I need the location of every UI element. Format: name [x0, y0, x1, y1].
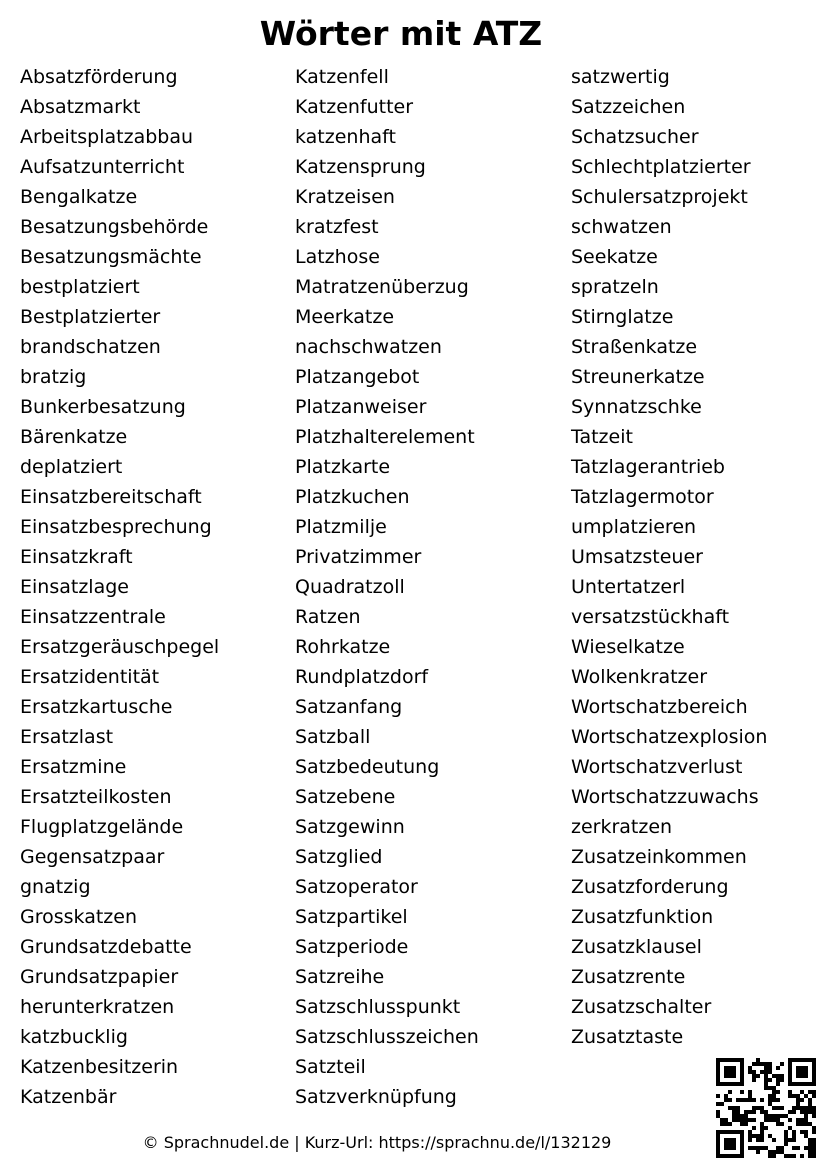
word-list-item: Satzteil — [295, 1056, 366, 1078]
word-list-item: Satzschlusszeichen — [295, 1026, 479, 1048]
word-list-item: Satzperiode — [295, 936, 409, 958]
word-list-item: Zusatzklausel — [571, 936, 702, 958]
footer-credit: © Sprachnudel.de | Kurz-Url: https://sprachnu.de/l/132129 — [142, 1133, 612, 1152]
word-list-item: Satzzeichen — [571, 96, 686, 118]
word-list-item: Wortschatzzuwachs — [571, 786, 759, 808]
word-list-item: Platzanweiser — [295, 396, 427, 418]
word-list-item: Seekatze — [571, 246, 658, 268]
word-list-item: Zusatztaste — [571, 1026, 684, 1048]
word-list-item: Ersatzgeräuschpegel — [20, 636, 220, 658]
word-list-item: Stirnglatze — [571, 306, 674, 328]
word-list-item: deplatziert — [20, 456, 123, 478]
word-list-item: Platzmilje — [295, 516, 387, 538]
word-list-item: Platzkarte — [295, 456, 391, 478]
word-list-item: Satzglied — [295, 846, 383, 868]
word-list-item: Untertatzerl — [571, 576, 686, 598]
word-list-item: Platzkuchen — [295, 486, 410, 508]
word-list-item: versatzstückhaft — [571, 606, 730, 628]
word-list-item: zerkratzen — [571, 816, 673, 838]
word-list-item: Satzverknüpfung — [295, 1086, 457, 1108]
word-list-item: Platzangebot — [295, 366, 420, 388]
word-list-item: Satzanfang — [295, 696, 403, 718]
word-list-item: Zusatzfunktion — [571, 906, 714, 928]
word-column-1 — [20, 62, 219, 1112]
word-list-item: Matratzenüberzug — [295, 276, 469, 298]
word-list-item: Tatzlagermotor — [571, 486, 714, 508]
word-list-item: Synnatzschke — [571, 396, 702, 418]
word-list-item: Privatzimmer — [295, 546, 422, 568]
word-list-item: katzbucklig — [20, 1026, 128, 1048]
word-list-item: umplatzieren — [571, 516, 697, 538]
word-list-item: Tatzlagerantrieb — [571, 456, 725, 478]
word-list-item: Grundsatzpapier — [20, 966, 179, 988]
word-list-item: Umsatzsteuer — [571, 546, 703, 568]
word-column-3 — [571, 62, 767, 1052]
word-list-item: Wortschatzverlust — [571, 756, 743, 778]
word-list-item: bestplatziert — [20, 276, 140, 298]
word-list-item: Wortschatzbereich — [571, 696, 748, 718]
word-list-item: Zusatzforderung — [571, 876, 729, 898]
word-list-item: Rundplatzdorf — [295, 666, 429, 688]
word-list-item: Bengalkatze — [20, 186, 138, 208]
word-list-item: Einsatzlage — [20, 576, 129, 598]
word-list-item: brandschatzen — [20, 336, 161, 358]
word-list-item: Aufsatzunterricht — [20, 156, 185, 178]
word-list-item: Bärenkatze — [20, 426, 128, 448]
word-list-item: Wortschatzexplosion — [571, 726, 768, 748]
word-list-item: herunterkratzen — [20, 996, 175, 1018]
word-list-item: Ratzen — [295, 606, 361, 628]
word-list-item: nachschwatzen — [295, 336, 442, 358]
word-list-item: Ersatzlast — [20, 726, 114, 748]
page-title: Wörter mit ATZ — [259, 14, 543, 53]
word-list-item: Schatzsucher — [571, 126, 699, 148]
word-list-item: Satzreihe — [295, 966, 385, 988]
word-list-item: Ersatzidentität — [20, 666, 160, 688]
word-list-item: kratzfest — [295, 216, 379, 238]
word-list-item: Satzbedeutung — [295, 756, 440, 778]
word-list-item: Quadratzoll — [295, 576, 405, 598]
word-list-item: Katzenfell — [295, 66, 389, 88]
word-list-item: Satzball — [295, 726, 371, 748]
word-list-item: Grosskatzen — [20, 906, 138, 928]
word-list-item: Besatzungsbehörde — [20, 216, 209, 238]
word-list-item: Gegensatzpaar — [20, 846, 165, 868]
word-list-item: Einsatzbereitschaft — [20, 486, 202, 508]
word-list-item: Ersatzteilkosten — [20, 786, 172, 808]
word-list-item: Katzenbesitzerin — [20, 1056, 179, 1078]
word-list-item: Kratzeisen — [295, 186, 395, 208]
word-column-2 — [295, 62, 479, 1112]
word-list-item: Ersatzmine — [20, 756, 127, 778]
word-list-item: katzenhaft — [295, 126, 396, 148]
word-list-item: Katzenfutter — [295, 96, 414, 118]
word-list-item: Schulersatzprojekt — [571, 186, 748, 208]
word-list-item: Tatzeit — [571, 426, 633, 448]
word-list-item: Platzhalterelement — [295, 426, 475, 448]
word-list-item: Satzoperator — [295, 876, 418, 898]
word-list-item: Latzhose — [295, 246, 380, 268]
word-list-item: Katzenbär — [20, 1086, 117, 1108]
word-list-item: satzwertig — [571, 66, 670, 88]
word-list-item: Absatzmarkt — [20, 96, 141, 118]
word-list-item: Flugplatzgelände — [20, 816, 184, 838]
word-list-item: Besatzungsmächte — [20, 246, 202, 268]
word-list-item: Zusatzschalter — [571, 996, 712, 1018]
word-list-item: Satzebene — [295, 786, 396, 808]
word-list-item: Einsatzkraft — [20, 546, 133, 568]
word-list-item: Satzpartikel — [295, 906, 408, 928]
word-list-item: Grundsatzdebatte — [20, 936, 192, 958]
word-list-item: Streunerkatze — [571, 366, 705, 388]
word-list-item: Schlechtplatzierter — [571, 156, 751, 178]
word-list-item: Bestplatzierter — [20, 306, 161, 328]
word-list-item: Zusatzrente — [571, 966, 686, 988]
word-list-item: gnatzig — [20, 876, 91, 898]
word-list-item: Wieselkatze — [571, 636, 685, 658]
word-list-item: Wolkenkratzer — [571, 666, 708, 688]
word-list-item: Einsatzbesprechung — [20, 516, 212, 538]
word-list-item: Meerkatze — [295, 306, 395, 328]
word-list-item: schwatzen — [571, 216, 672, 238]
word-list-item: Zusatzeinkommen — [571, 846, 747, 868]
word-list-item: spratzeln — [571, 276, 659, 298]
word-list-item: bratzig — [20, 366, 87, 388]
word-list-item: Absatzförderung — [20, 66, 178, 88]
word-list-item: Bunkerbesatzung — [20, 396, 186, 418]
word-list-item: Arbeitsplatzabbau — [20, 126, 194, 148]
word-list-item: Satzschlusspunkt — [295, 996, 461, 1018]
word-list-item: Rohrkatze — [295, 636, 391, 658]
word-list-item: Katzensprung — [295, 156, 426, 178]
word-list-item: Satzgewinn — [295, 816, 405, 838]
word-list-item: Straßenkatze — [571, 336, 698, 358]
word-list-item: Einsatzzentrale — [20, 606, 166, 628]
word-list-item: Ersatzkartusche — [20, 696, 173, 718]
